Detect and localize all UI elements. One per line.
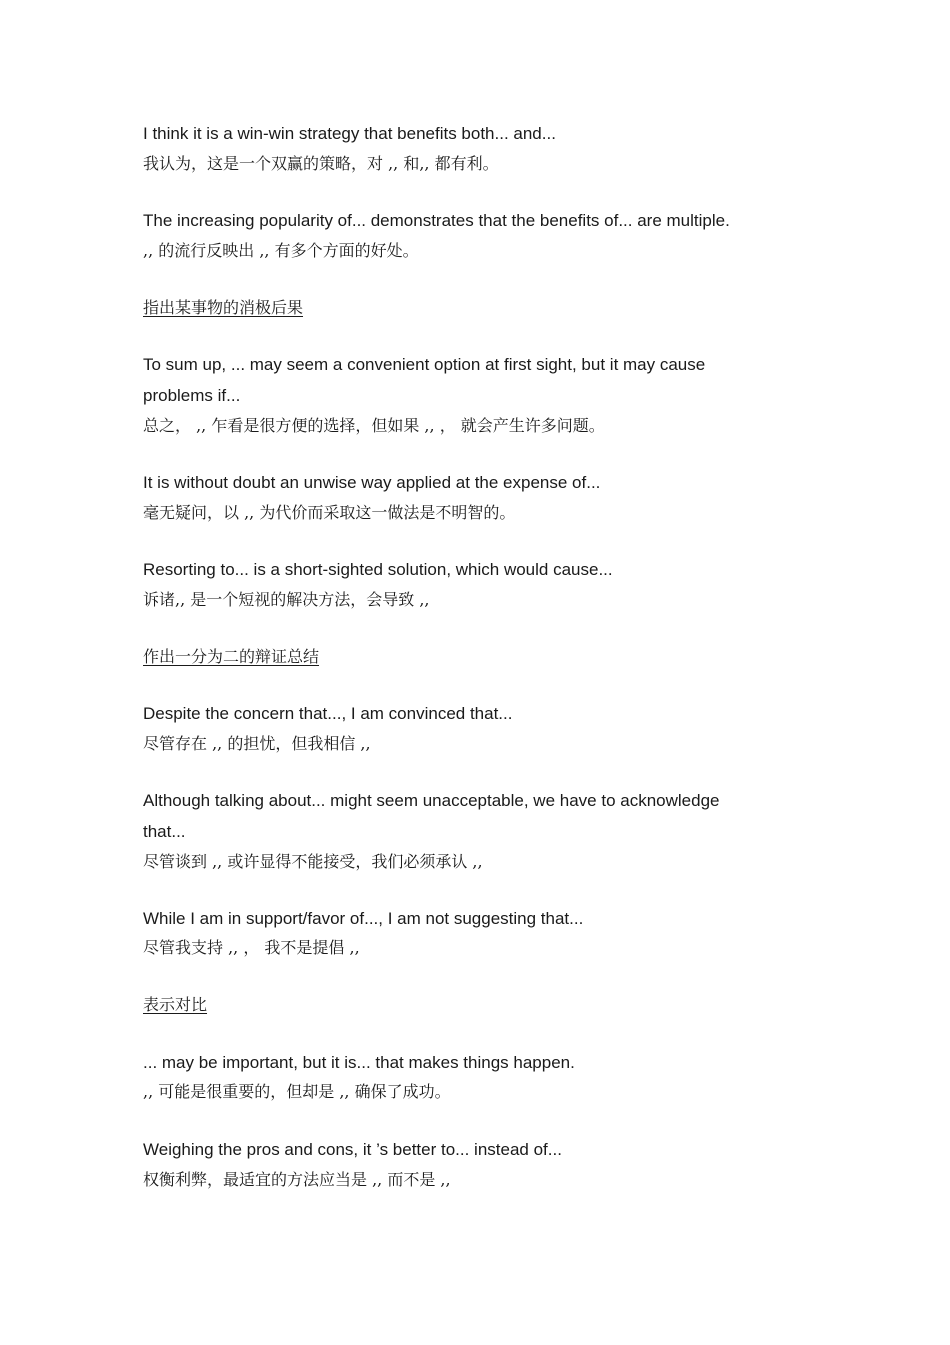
phrase-english-continued: problems if...: [143, 386, 241, 405]
phrase-chinese: 毫无疑问，以 ,, 为代价而采取这一做法是不明智的。: [143, 503, 516, 522]
phrase-chinese: ,, 可能是很重要的，但却是 ,, 确保了成功。: [143, 1082, 451, 1101]
phrase-chinese: 尽管存在 ,, 的担忧，但我相信 ,,: [143, 734, 371, 753]
section-heading: 指出某事物的消极后果: [143, 298, 304, 317]
phrase-english: Although talking about... might seem unacceptable, we have to acknowledge: [143, 791, 720, 810]
phrase-chinese: 尽管谈到 ,, 或许显得不能接受，我们必须承认 ,,: [143, 852, 483, 871]
phrase-english: Weighing the pros and cons, it ’s better to... instead of...: [143, 1140, 562, 1159]
phrase-english: I think it is a win-win strategy that benefits both... and...: [143, 124, 556, 143]
phrase-chinese: 权衡利弊，最适宜的方法应当是 ,, 而不是 ,,: [143, 1170, 451, 1189]
phrase-english: To sum up, ... may seem a convenient option at first sight, but it may cause: [143, 355, 706, 374]
section-heading: 作出一分为二的辩证总结: [143, 647, 320, 666]
phrase-english: While I am in support/favor of..., I am not suggesting that...: [143, 909, 584, 928]
phrase-chinese: 我认为，这是一个双赢的策略，对 ,, 和,, 都有利。: [143, 154, 499, 173]
phrase-english: Resorting to... is a short-sighted solution, which would cause...: [143, 560, 613, 579]
phrase-english-continued: that...: [143, 822, 186, 841]
phrase-english: It is without doubt an unwise way applied at the expense of...: [143, 473, 601, 492]
phrase-chinese: 总之， ,, 乍看是很方便的选择，但如果 ,, ， 就会产生许多问题。: [143, 416, 605, 435]
phrase-chinese: 尽管我支持 ,, ， 我不是提倡 ,,: [143, 938, 360, 957]
phrase-chinese: ,, 的流行反映出 ,, 有多个方面的好处。: [143, 241, 419, 260]
section-heading: 表示对比: [143, 995, 208, 1014]
phrase-english: ... may be important, but it is... that makes things happen.: [143, 1053, 575, 1072]
phrase-chinese: 诉诸,, 是一个短视的解决方法，会导致 ,,: [143, 590, 430, 609]
phrase-english: The increasing popularity of... demonstrates that the benefits of... are multiple.: [143, 211, 730, 230]
phrase-english: Despite the concern that..., I am convinced that...: [143, 704, 513, 723]
